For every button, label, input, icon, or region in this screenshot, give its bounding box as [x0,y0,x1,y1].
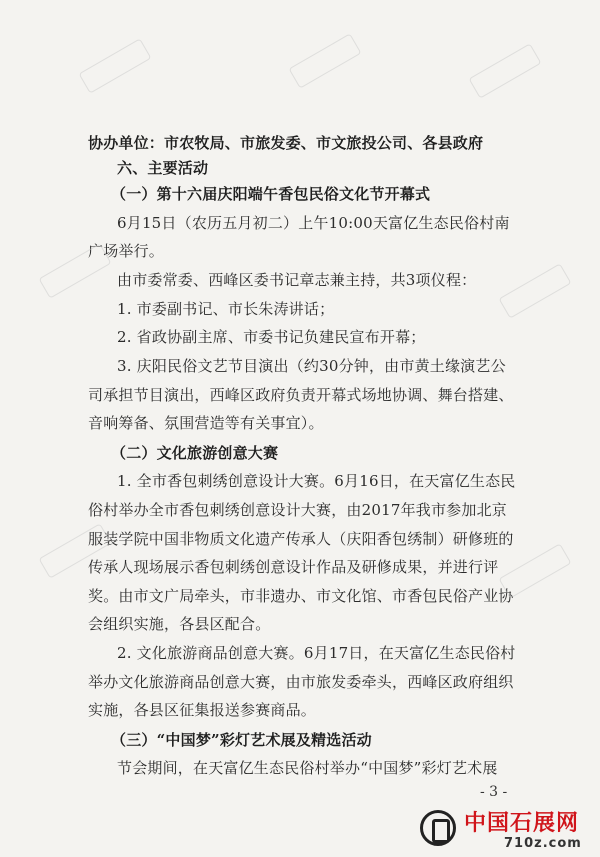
text-line: 节会期间，在天富亿生态民俗村举办“中国梦”彩灯艺术展 [117,759,498,777]
list-item: 3. 庆阳民俗文艺节目演出（约30分钟，由市黄土缘演艺公 [117,357,506,375]
text-line: 实施，各县区征集报送参赛商品。 [88,701,317,719]
logo-brand-name: 中国石展网 [464,811,580,836]
text-line: 由市委常委、西峰区委书记章志兼主持，共3项仪程： [117,271,477,289]
heading-creative-contest: （二）文化旅游创意大赛 [111,444,279,462]
text-line: 1. 全市香包刺绣创意设计大赛。6月16日，在天富亿生态民 [117,472,516,490]
text-line: 举办文化旅游商品创意大赛，由市旅发委牵头，西峰区政府组织 [88,673,514,691]
site-logo [420,802,600,857]
text-line: 司承担节目演出，西峰区政府负责开幕式场地协调、舞台搭建、 [88,386,514,404]
logo-domain: 710z.com [504,836,582,851]
text-line-cosponsors: 协办单位：市农牧局、市旅发委、市文旅投公司、各县政府 [88,134,484,152]
text-line: 奖。由市文广局牵头，市非遗办、市文化馆、市香包民俗产业协 [88,587,514,605]
list-item: 1. 市委副书记、市长朱涛讲话； [117,300,335,318]
heading-lantern-exhibition: （三）“中国梦”彩灯艺术展及精选活动 [111,731,372,749]
logo-mark-icon [420,810,456,846]
text-line: 服装学院中国非物质文化遗产传承人（庆阳香包绣制）研修班的 [88,530,514,548]
text-line: 2. 文化旅游商品创意大赛。6月17日，在天富亿生态民俗村 [117,644,516,662]
text-line: 传承人现场展示香包刺绣创意设计作品及研修成果，并进行评 [88,558,499,576]
text-line: 广场举行。 [88,242,165,260]
list-item: 2. 省政协副主席、市委书记负建民宣布开幕； [117,328,426,346]
heading-opening-ceremony: （一）第十六届庆阳端午香包民俗文化节开幕式 [111,185,431,203]
page-number: - 3 - [480,784,508,800]
heading-main-activities: 六、主要活动 [117,159,209,177]
text-line: 6月15日（农历五月初二）上午10:00天富亿生态民俗村南 [117,214,510,232]
text-line: 俗村举办全市香包刺绣创意设计大赛，由2017年我市参加北京 [88,501,507,519]
text-line: 音响筹备、氛围营造等有关事宜）。 [88,414,324,432]
text-line: 会组织实施，各县区配合。 [88,615,271,633]
